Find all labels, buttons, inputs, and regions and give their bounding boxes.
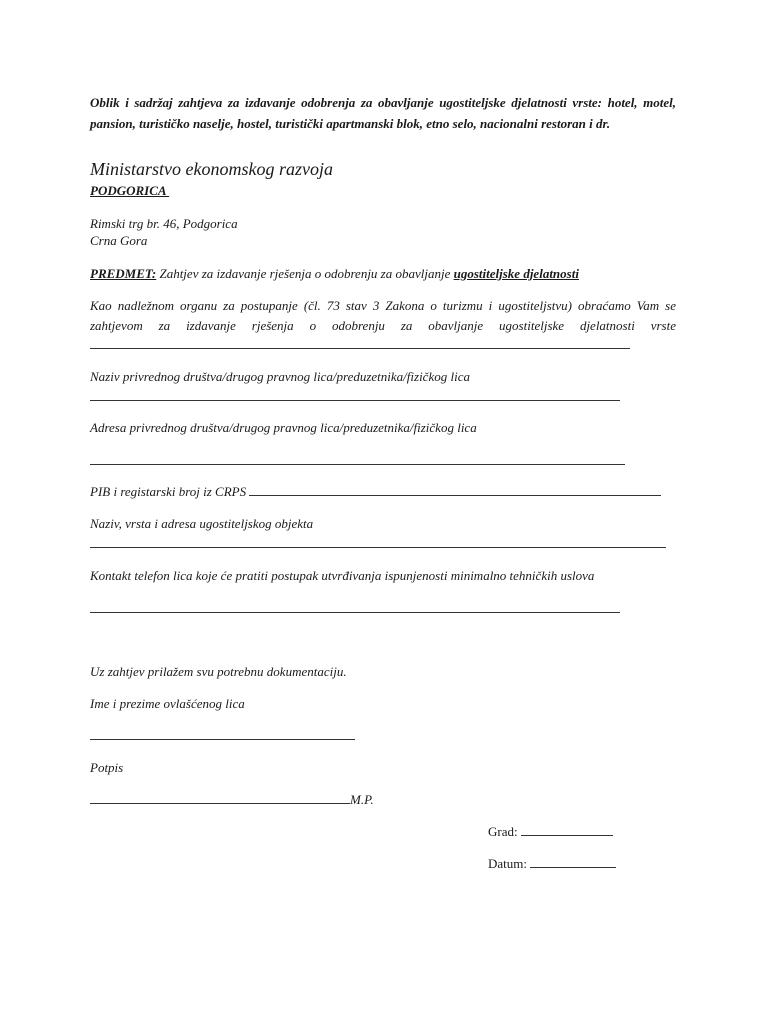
authorized-person-label: Ime i prezime ovlašćenog lica: [90, 696, 245, 711]
entity-name-field[interactable]: [90, 400, 620, 401]
intro-heading: Oblik i sadržaj zahtjeva za izdavanje odobrenja za obavljanje ugostiteljske djelatnosti vrste: hotel, motel, pansion, turističko naselje, hostel, turistički apartmanski blok, etno selo, nacionalni restoran i dr.: [90, 95, 676, 131]
entity-address-label: Adresa privrednog društva/drugog pravnog lica/preduzetnika/fizičkog lica: [90, 420, 477, 435]
date-label: Datum:: [488, 856, 527, 871]
recipient-address-line2: Crna Gora: [90, 233, 148, 248]
stamp-label: M.P.: [350, 792, 374, 807]
subject-text: Zahtjev za izdavanje rješenja o odobrenju za obavljanje: [156, 266, 454, 281]
contact-label: Kontakt telefon lica koje će pratiti postupak utvrđivanja ispunjenosti minimalno tehničkih uslova: [90, 568, 595, 583]
recipient-address-line1: Rimski trg br. 46, Podgorica: [90, 216, 238, 231]
contact-field[interactable]: [90, 612, 620, 613]
subject-line: [90, 265, 579, 282]
recipient-city: PODGORICA: [90, 183, 170, 198]
pib-field[interactable]: [249, 485, 661, 496]
entity-name-label: Naziv privrednog društva/drugog pravnog lica/preduzetnika/fizičkog lica: [90, 369, 470, 384]
city-row: [488, 823, 613, 840]
entity-address-field[interactable]: [90, 464, 625, 465]
document-page: [90, 0, 676, 1024]
recipient-ministry: Ministarstvo ekonomskog razvoja: [90, 159, 333, 179]
signature-field[interactable]: [90, 793, 350, 804]
facility-label: Naziv, vrsta i adresa ugostiteljskog objekta: [90, 516, 314, 531]
request-paragraph: Kao nadležnom organu za postupanje (čl. 73 stav 3 Zakona o turizmu i ugostiteljstvu) obraćamo Vam se zahtjevom za izdavanje rješenja o odobrenju za obavljanje ugostiteljske djelatnosti vrste: [90, 298, 676, 333]
facility-field[interactable]: [90, 547, 666, 548]
attachment-note: Uz zahtjev prilažem svu potrebnu dokumentaciju.: [90, 664, 347, 679]
authorized-person-field[interactable]: [90, 739, 355, 740]
signature-label: Potpis: [90, 760, 124, 775]
pib-row: [90, 483, 661, 500]
date-field[interactable]: [530, 857, 616, 868]
subject-label: PREDMET:: [90, 266, 157, 281]
city-field[interactable]: [521, 825, 613, 836]
activity-type-field[interactable]: [90, 348, 630, 349]
subject-activity: ugostiteljske djelatnosti: [453, 266, 579, 281]
pib-label: PIB i registarski broj iz CRPS: [90, 484, 247, 499]
signature-row: [90, 791, 374, 808]
city-label: Grad:: [488, 824, 518, 839]
date-row: [488, 855, 616, 872]
